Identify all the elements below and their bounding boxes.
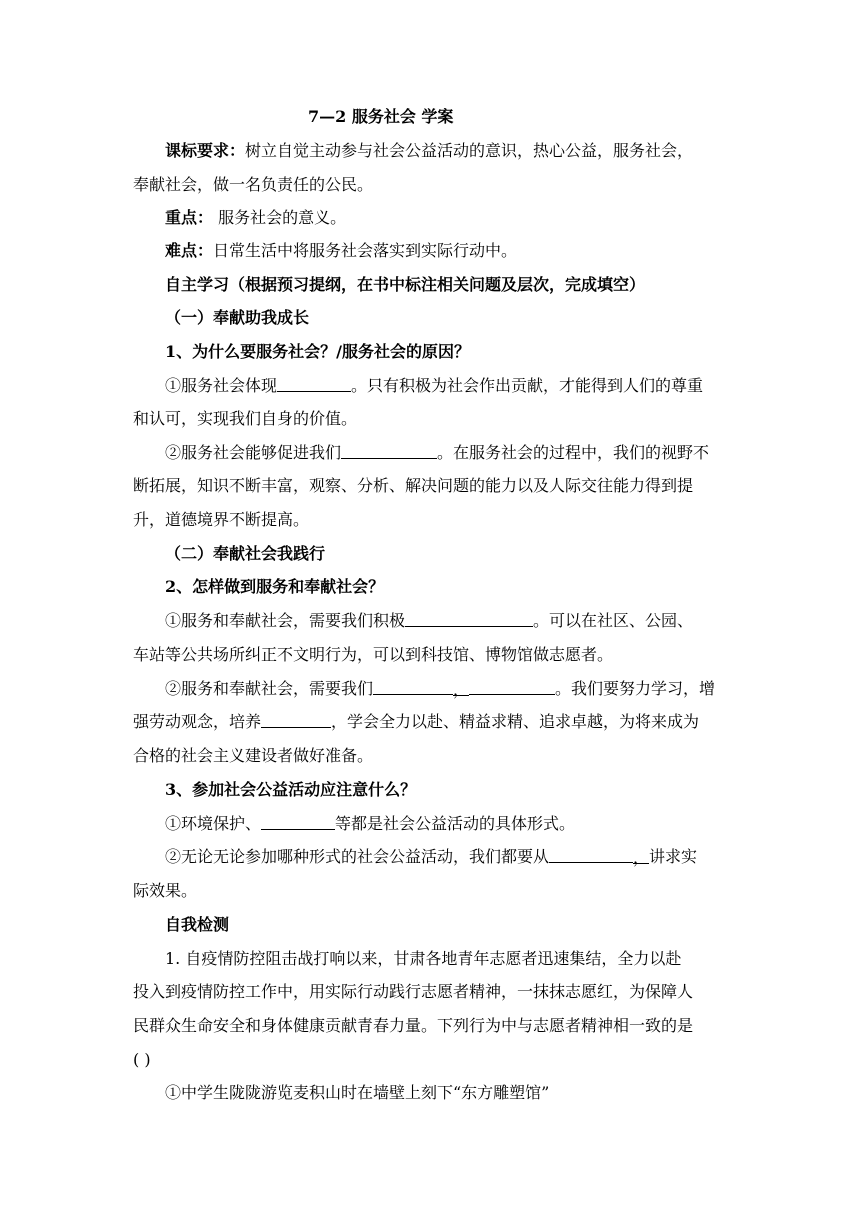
question-1: 1、为什么要服务社会？/服务社会的原因？ (165, 342, 470, 361)
fill-blank-7[interactable] (261, 814, 335, 830)
answer-1-line-1 (165, 376, 703, 396)
requirement-line-1 (165, 141, 693, 161)
answer-c1-prefix: ①环境保护、 (165, 814, 262, 833)
answer-b2-line-2 (133, 712, 699, 732)
answer-1-suffix: 。只有积极为社会作出贡献，才能得到人们的尊重 (351, 376, 704, 395)
key-point-label: 重点： (165, 208, 214, 227)
answer-b1-suffix: 。可以在社区、公园、 (533, 611, 694, 630)
answer-b2-line2-suffix: ，学会全力以赴、精益求精、追求卓越，为将来成为 (331, 712, 700, 731)
answer-b2-line-1 (165, 679, 715, 699)
key-point-line (165, 208, 346, 228)
difficulty-label: 难点： (165, 241, 214, 260)
answer-parentheses[interactable]: ( ) (133, 1050, 151, 1069)
fill-blank-5[interactable] (469, 679, 555, 695)
answer-b1-line-1 (165, 611, 693, 631)
requirement-text: 树立自觉主动参与社会公益活动的意识，热心公益，服务社会， (245, 141, 694, 160)
answer-2-line-1 (165, 443, 709, 463)
answer-c1-line (165, 814, 575, 834)
difficulty-line (165, 241, 517, 261)
section1-heading: （一）奉献助我成长 (165, 308, 310, 327)
answer-c2-prefix: ②无论无论参加哪种形式的社会公益活动，我们都要从 (165, 847, 550, 866)
page-title: 7—2 服务社会 学案 (308, 107, 454, 126)
answer-b1-line-2: 车站等公共场所纠正不文明行为，可以到科技馆、博物馆做志愿者。 (133, 645, 614, 664)
difficulty-text: 日常生活中将服务社会落实到实际行动中。 (213, 241, 518, 260)
self-check-item-1-line-2: 投入到疫情防控工作中，用实际行动践行志愿者精神，一抹抹志愿红，为保障人 (133, 982, 694, 1001)
answer-2-line-3: 升，道德境界不断提高。 (133, 510, 310, 529)
requirement-label: 课标要求： (165, 141, 246, 160)
answer-b1-prefix: ①服务和奉献社会，需要我们积极 (165, 611, 406, 630)
answer-c2-comma: ， (633, 848, 650, 867)
answer-2-line-2: 断拓展，知识不断丰富，观察、分析、解决问题的能力以及人际交往能力得到提 (133, 476, 694, 495)
answer-b2-suffix: 。我们要努力学习，增 (555, 679, 716, 698)
answer-c2-line-1 (165, 847, 697, 867)
fill-blank-3[interactable] (405, 611, 533, 627)
fill-blank-8[interactable] (549, 847, 633, 863)
answer-b2-line2-prefix: 强劳动观念，培养 (133, 712, 262, 731)
self-check-option-1: ①中学生陇陇游览麦积山时在墙壁上刻下“东方雕塑馆” (165, 1083, 550, 1102)
fill-blank-1[interactable] (277, 376, 351, 392)
answer-b2-prefix: ②服务和奉献社会，需要我们 (165, 679, 374, 698)
section2-heading: （二）奉献社会我践行 (165, 544, 326, 563)
answer-c2-line-2: 际效果。 (133, 881, 198, 900)
question-2: 2、怎样做到服务和奉献社会？ (165, 577, 385, 596)
fill-blank-4[interactable] (373, 679, 453, 695)
answer-2-prefix: ②服务社会能够促进我们 (165, 443, 342, 462)
answer-1-line-2: 和认可，实现我们自身的价值。 (133, 409, 358, 428)
requirement-line-2: 奉献社会，做一名负责任的公民。 (133, 175, 374, 194)
answer-b2-line-3: 合格的社会主义建设者做好准备。 (133, 746, 374, 765)
self-check-heading: 自我检测 (165, 915, 230, 934)
fill-blank-2[interactable] (341, 443, 437, 459)
fill-blank-6[interactable] (261, 712, 331, 728)
answer-c1-suffix: 等都是社会公益活动的具体形式。 (335, 814, 576, 833)
answer-c2-suffix: 讲求实 (649, 847, 698, 866)
question-3: 3、参加社会公益活动应注意什么？ (165, 780, 417, 799)
answer-1-prefix: ①服务社会体现 (165, 376, 278, 395)
self-check-item-1-line-1: 1. 自疫情防控阻击战打响以来，甘肃各地青年志愿者迅速集结，全力以赴 (165, 949, 682, 968)
answer-2-suffix: 。在服务社会的过程中，我们的视野不 (437, 443, 710, 462)
key-point-text: 服务社会的意义。 (213, 208, 347, 227)
self-check-item-1-line-3: 民群众生命安全和身体健康贡献青春力量。下列行为中与志愿者精神相一致的是 (133, 1016, 694, 1035)
self-study-heading: 自主学习（根据预习提纲，在书中标注相关问题及层次，完成填空） (165, 275, 646, 294)
answer-b2-comma: ， (453, 680, 470, 699)
